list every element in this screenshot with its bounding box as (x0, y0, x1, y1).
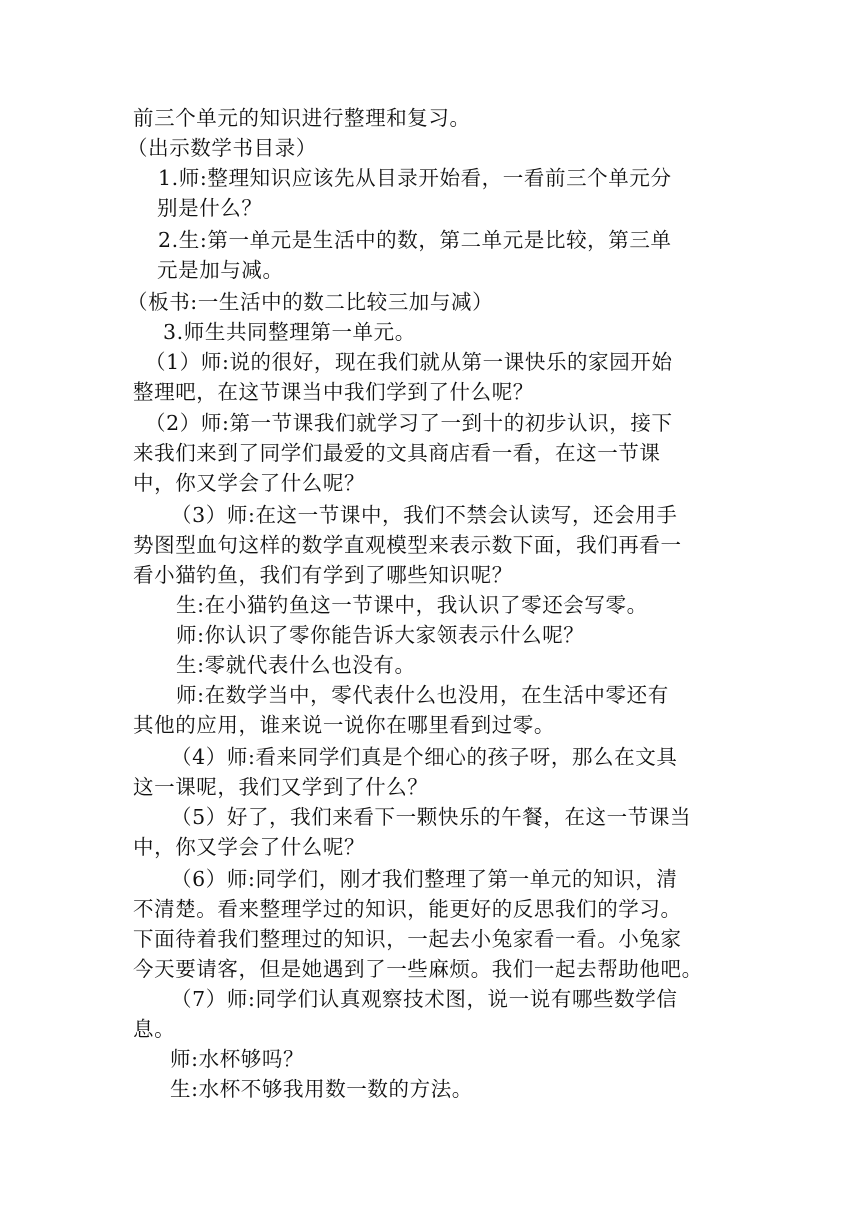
text-line: （7）师:同学们认真观察技术图，说一说有哪些数学信 (171, 987, 678, 1011)
text-line: 1.师:整理知识应该先从目录开始看，一看前三个单元分 (158, 166, 672, 190)
text-line: 今天要请客，但是她遇到了一些麻烦。我们一起去帮助他吧。 (133, 957, 703, 981)
text-line: 不清楚。看来整理学过的知识，能更好的反思我们的学习。 (133, 897, 682, 921)
text-line: 其他的应用，谁来说一说你在哪里看到过零。 (133, 713, 555, 737)
text-line: 整理吧，在这节课当中我们学到了什么呢？ (133, 380, 534, 404)
text-line: （板书:一生活中的数二比较三加与减） (127, 290, 494, 314)
text-line: （3）师:在这一节课中，我们不禁会认读写，还会用手 (171, 503, 678, 527)
text-line: 3.师生共同整理第一单元。 (163, 320, 416, 344)
text-line: 生:水杯不够我用数一数的方法。 (170, 1077, 473, 1101)
text-line: 生:在小猫钓鱼这一节课中，我认识了零还会写零。 (176, 593, 648, 617)
text-line: （4）师:看来同学们真是个细心的孩子呀，那么在文具 (171, 745, 678, 769)
text-line: 看小猫钓鱼，我们有学到了哪些知识呢？ (133, 563, 513, 587)
text-line: （出示数学书目录） (127, 136, 317, 160)
text-line: 师:在数学当中，零代表什么也没用，在生活中零还有 (176, 683, 669, 707)
text-line: 这一课呢，我们又学到了什么？ (133, 775, 429, 799)
text-line: 前三个单元的知识进行整理和复习。 (133, 106, 471, 130)
text-line: 下面待着我们整理过的知识，一起去小兔家看一看。小兔家 (133, 927, 682, 951)
text-line: （1）师:说的很好，现在我们就从第一课快乐的家园开始 (145, 350, 673, 374)
text-line: （6）师:同学们，刚才我们整理了第一单元的知识，清 (171, 867, 678, 891)
text-line: 中，你又学会了什么呢？ (133, 471, 366, 495)
text-line: （5）好了，我们来看下一颗快乐的午餐，在这一节课当 (171, 805, 692, 829)
text-line: 师:水杯够吗？ (170, 1047, 305, 1071)
text-line: 2.生:第一单元是生活中的数，第二单元是比较，第三单 (158, 228, 672, 252)
text-line: 别是什么？ (157, 196, 263, 220)
text-line: 势图型血句这样的数学直观模型来表示数下面，我们再看一 (133, 533, 682, 557)
text-line: 中，你又学会了什么呢？ (133, 835, 366, 859)
text-line: 来我们来到了同学们最爱的文具商店看一看，在这一节课 (133, 441, 661, 465)
text-line: （2）师:第一节课我们就学习了一到十的初步认识，接下 (145, 411, 673, 435)
text-line: 息。 (133, 1017, 176, 1041)
text-line: 元是加与减。 (157, 258, 284, 282)
text-line: 师:你认识了零你能告诉大家领表示什么呢？ (176, 623, 585, 647)
text-line: 生:零就代表什么也没有。 (176, 653, 416, 677)
